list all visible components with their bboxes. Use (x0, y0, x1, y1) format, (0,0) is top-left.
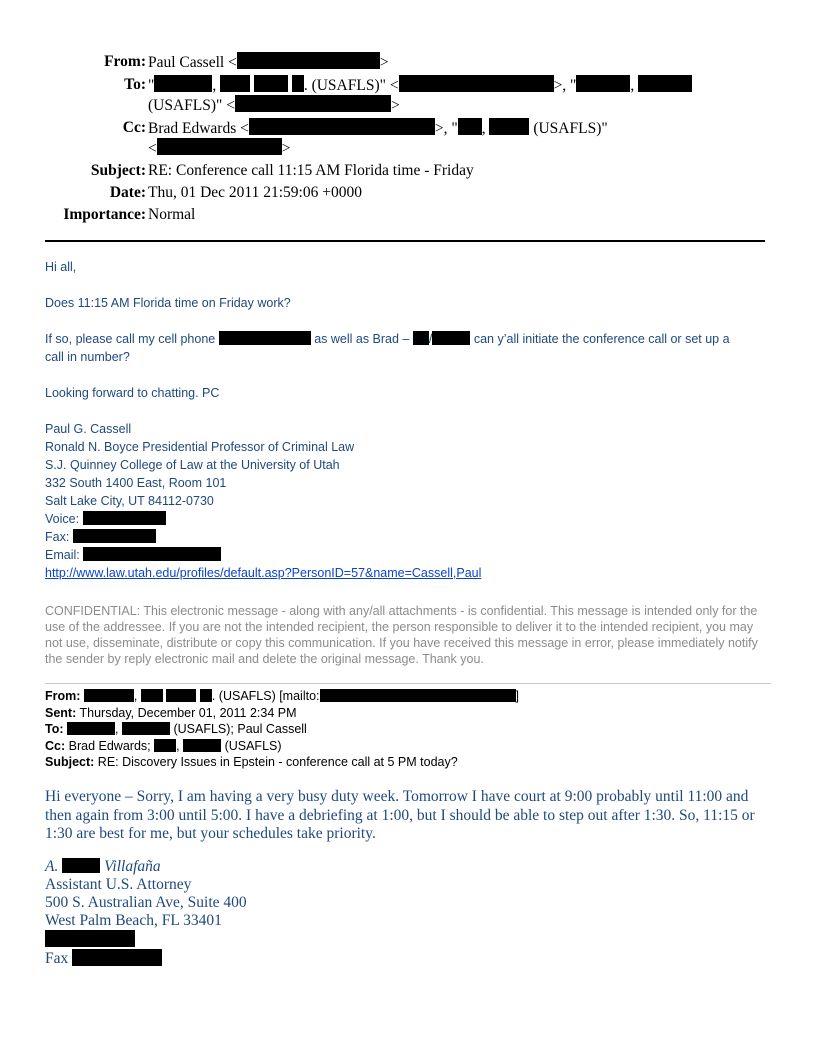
fwd-text: ] (515, 689, 519, 703)
fwd-subject-value: RE: Discovery Issues in Epstein - conference call at 5 PM today? (97, 755, 458, 769)
fwd-text: , (115, 722, 119, 736)
fwd-text: (USAFLS); Paul Cassell (173, 722, 307, 736)
signature (45, 420, 775, 582)
redaction (237, 52, 380, 69)
subject-value: RE: Conference call 11:15 AM Florida time - Friday (148, 161, 474, 179)
sig2-fax-label: Fax (45, 950, 69, 967)
body-line: Looking forward to chatting. PC (45, 386, 220, 400)
signature-fax (45, 528, 775, 546)
forward-separator (45, 683, 771, 684)
header-cc-row-cont (0, 138, 816, 159)
body-line: call in number? (45, 350, 130, 364)
cc-label: Cc: (122, 118, 146, 136)
forwarded-header (45, 688, 775, 771)
redaction (157, 138, 282, 155)
cc-text: < (148, 140, 157, 157)
fwd-from-label: From: (45, 689, 81, 703)
fwd-sent-value: Thursday, December 01, 2011 2:34 PM (79, 705, 297, 720)
redaction (489, 118, 529, 135)
body-text: / (428, 332, 433, 346)
from-end: > (379, 54, 389, 71)
redaction (413, 331, 429, 345)
header-date-row (0, 183, 816, 203)
sig2-address: West Palm Beach, FL 33401 (45, 912, 222, 929)
from-label: From: (104, 53, 146, 70)
signature-address: Salt Lake City, UT 84112-0730 (45, 494, 214, 508)
header-subject-row (0, 161, 816, 181)
fwd-to-row (45, 721, 775, 738)
body-text: can y’all initiate the conference call or set up a (473, 332, 730, 346)
header-to-row-cont (0, 95, 816, 116)
profile-link[interactable]: http://www.law.utah.edu/profiles/default.asp?PersonID=57&name=Cassell,Paul (45, 566, 482, 580)
redaction (292, 75, 304, 92)
cc-text: >, " (434, 119, 458, 137)
fwd-sent-label: Sent: (45, 705, 77, 720)
sig2-title: Assistant U.S. Attorney (45, 876, 192, 893)
sig2-fax (45, 949, 445, 968)
redaction (154, 739, 176, 752)
to-text: . (USAFLS)" < (303, 76, 399, 94)
redaction (154, 75, 212, 92)
redaction (249, 118, 435, 135)
voice-label: Voice: (45, 512, 80, 526)
signature-url (45, 564, 775, 582)
redaction (166, 689, 196, 702)
redaction (220, 75, 250, 92)
redaction (122, 722, 170, 735)
cc-value-line2 (148, 140, 291, 157)
header-to-row (0, 75, 816, 96)
fwd-text: . (USAFLS) [mailto: (211, 689, 320, 703)
body-text: as well as Brad – (314, 332, 410, 346)
redaction (183, 739, 221, 752)
signature-address: 332 South 1400 East, Room 101 (45, 476, 227, 490)
to-text: , (630, 76, 635, 94)
fwd-text: , (176, 738, 180, 753)
fwd-subject-label: Subject: (45, 755, 95, 769)
signature-title: Ronald N. Boyce Presidential Professor of Criminal Law (45, 440, 355, 454)
fwd-subject-row (45, 754, 775, 771)
cc-text: (USAFLS)" (533, 119, 608, 137)
redaction (72, 949, 162, 966)
cc-value (148, 120, 608, 137)
sig2-name (45, 858, 445, 876)
fax-label: Fax: (45, 530, 70, 544)
to-value (148, 77, 692, 94)
signature-voice (45, 510, 775, 528)
date-value: Thu, 01 Dec 2011 21:59:06 +0000 (148, 183, 362, 201)
sig2-initial: A. (45, 858, 59, 875)
cc-text: , (481, 119, 486, 137)
confidential-notice: CONFIDENTIAL: This electronic message - along with any/all attachments - is confidential. This message is intended only for the use of the addressee. If you are not the intended recipient, the person responsible to deliver it to the intended recipient, you may not use, disseminate, distribute or copy this communication. If you have received this message in error, please immediately notify the sender by reply electronic mail and delete the original message. Thank you. (45, 604, 758, 666)
signature-2 (45, 858, 445, 968)
email-body (45, 258, 775, 582)
fwd-from-row (45, 688, 775, 705)
redaction (141, 689, 163, 702)
sig2-phone (45, 930, 445, 949)
signature-college: S.J. Quinney College of Law at the University of Utah (45, 458, 340, 472)
redaction (432, 331, 470, 345)
greeting: Hi all, (45, 260, 77, 274)
sig2-address: 500 S. Australian Ave, Suite 400 (45, 894, 247, 911)
fwd-sent-row (45, 705, 775, 722)
redaction (399, 75, 554, 92)
redaction (254, 75, 288, 92)
to-text: , (212, 76, 217, 94)
fwd-cc-row (45, 738, 775, 755)
fwd-to-label: To: (45, 722, 64, 736)
from-name: Paul Cassell < (148, 54, 237, 71)
forwarded-message: Hi everyone – Sorry, I am having a very busy duty week. Tomorrow I have court at 9:00 probably until 11:00 and then again from 3:00 until 5:00. I have a debriefing at 1:00, but I should be able to step out after 1:30. So, 11:15 or 1:30 are best for me, but your schedules take priority. (45, 788, 755, 842)
subject-label: Subject: (90, 161, 146, 179)
body-text: If so, please call my cell phone (45, 332, 216, 346)
cc-text: Brad Edwards < (148, 119, 249, 137)
importance-label: Importance: (63, 205, 146, 223)
fwd-text: , (133, 689, 138, 703)
importance-value: Normal (148, 205, 196, 223)
redaction (45, 930, 135, 947)
header-cc-row (0, 118, 816, 139)
to-text: >, " (553, 76, 577, 94)
redaction (219, 331, 311, 345)
redaction (84, 689, 134, 702)
redaction (62, 858, 100, 873)
redaction (83, 547, 221, 561)
from-value (148, 54, 389, 71)
header-divider (45, 240, 765, 242)
redaction (235, 95, 391, 112)
email-header (0, 52, 816, 227)
to-text: " (148, 76, 155, 94)
redaction (67, 722, 115, 735)
email-label: Email: (45, 548, 80, 562)
body-line (45, 330, 775, 348)
signature-email (45, 546, 775, 564)
redaction (83, 511, 166, 525)
body-line: Does 11:15 AM Florida time on Friday work? (45, 296, 291, 310)
fwd-cc-label: Cc: (45, 738, 66, 753)
sig2-surname: Villafaña (104, 858, 161, 875)
date-label: Date: (109, 183, 146, 201)
redaction (638, 75, 692, 92)
to-label: To: (124, 75, 146, 93)
redaction (576, 75, 630, 92)
redaction (320, 689, 516, 702)
signature-name: Paul G. Cassell (45, 422, 132, 436)
fwd-text: Brad Edwards; (68, 738, 151, 753)
to-value-line2 (148, 97, 400, 114)
cc-text: > (281, 140, 291, 157)
redaction (200, 689, 212, 702)
to-text: (USAFLS)" < (148, 97, 235, 114)
fwd-text: (USAFLS) (224, 738, 282, 753)
header-importance-row (0, 205, 816, 225)
redaction (458, 118, 482, 135)
to-text: > (390, 97, 400, 114)
redaction (73, 529, 156, 543)
header-from-row (0, 52, 816, 73)
